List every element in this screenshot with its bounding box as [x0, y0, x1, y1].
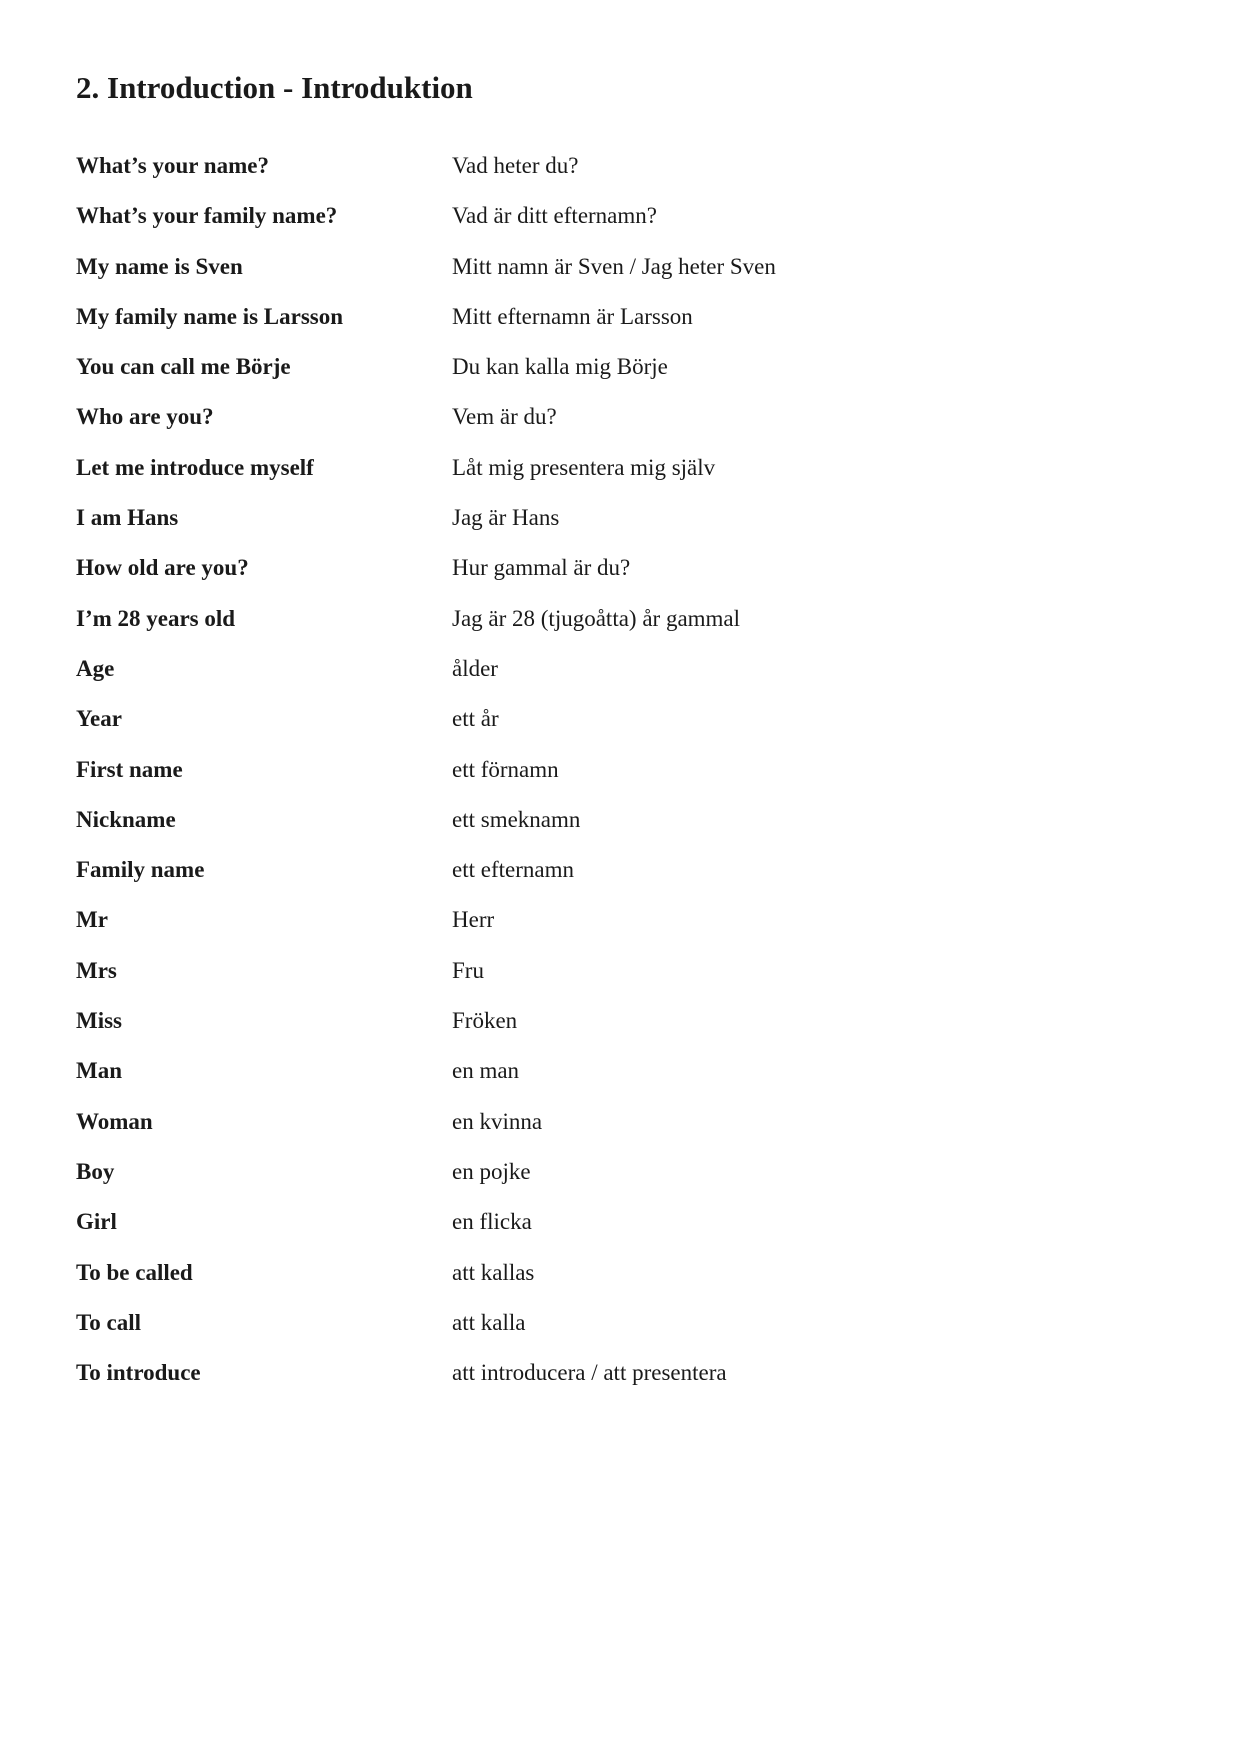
english-term: How old are you? [76, 555, 249, 581]
swedish-term: ett år [452, 706, 499, 732]
page-title: 2. Introduction - Introduktion [76, 70, 473, 105]
english-term: Boy [76, 1158, 115, 1184]
swedish-term: Låt mig presentera mig själv [452, 454, 716, 480]
swedish-term: Vad är ditt efternamn? [452, 203, 657, 229]
swedish-term: ålder [452, 655, 498, 681]
list-item [76, 553, 1076, 603]
list-item [76, 1358, 1076, 1408]
swedish-term: en man [452, 1058, 520, 1084]
english-term: Miss [76, 1008, 122, 1034]
list-item [76, 654, 1076, 704]
list-item [76, 453, 1076, 503]
english-term: Girl [76, 1209, 117, 1235]
swedish-term: Vem är du? [452, 404, 557, 430]
list-item [76, 1308, 1076, 1358]
english-term: What’s your family name? [76, 203, 338, 229]
list-item [76, 855, 1076, 905]
english-term: Let me introduce myself [76, 454, 314, 480]
english-term: Nickname [76, 806, 176, 832]
english-term: You can call me Börje [76, 354, 291, 380]
english-term: To call [76, 1309, 141, 1335]
list-item [76, 1056, 1076, 1106]
english-term: Mrs [76, 957, 117, 983]
english-term: To be called [76, 1259, 193, 1285]
swedish-term: Mitt efternamn är Larsson [452, 303, 693, 329]
swedish-term: Vad heter du? [452, 153, 579, 178]
english-term: My name is Sven [76, 253, 243, 279]
list-item [76, 302, 1076, 352]
list-item [76, 956, 1076, 1006]
swedish-term: ett efternamn [452, 857, 574, 883]
swedish-term: Jag är Hans [452, 505, 560, 531]
swedish-term: ett smeknamn [452, 806, 581, 832]
list-item [76, 1207, 1076, 1257]
list-item [76, 352, 1076, 402]
list-item [76, 252, 1076, 302]
swedish-term: Fru [452, 957, 484, 983]
list-item [76, 151, 1076, 201]
list-item [76, 1006, 1076, 1056]
english-term: My family name is Larsson [76, 303, 344, 329]
swedish-term: att kalla [452, 1309, 526, 1335]
english-term: Man [76, 1058, 122, 1084]
swedish-term: en kvinna [452, 1108, 543, 1134]
english-term: To introduce [76, 1360, 201, 1386]
swedish-term: en pojke [452, 1158, 531, 1184]
english-term: Family name [76, 857, 205, 883]
english-term: Woman [76, 1108, 153, 1134]
english-term: Who are you? [76, 404, 214, 430]
english-term: Year [76, 706, 122, 732]
english-term: Age [76, 655, 115, 681]
swedish-term: en flicka [452, 1209, 532, 1235]
list-item [76, 1107, 1076, 1157]
english-term: What’s your name? [76, 153, 269, 178]
swedish-term: Hur gammal är du? [452, 555, 631, 581]
list-item [76, 402, 1076, 452]
swedish-term: att introducera / att presentera [452, 1360, 727, 1386]
swedish-term: Mitt namn är Sven / Jag heter Sven [452, 253, 776, 279]
swedish-term: Jag är 28 (tjugoåtta) år gammal [452, 605, 741, 631]
list-item [76, 704, 1076, 754]
list-item [76, 1258, 1076, 1308]
vocabulary-list [76, 151, 1076, 1408]
english-term: I’m 28 years old [76, 605, 236, 631]
swedish-term: Fröken [452, 1008, 518, 1034]
english-term: First name [76, 756, 183, 782]
english-term: I am Hans [76, 505, 179, 531]
english-term: Mr [76, 907, 108, 933]
list-item [76, 1157, 1076, 1207]
swedish-term: ett förnamn [452, 756, 559, 782]
swedish-term: Herr [452, 907, 495, 933]
swedish-term: att kallas [452, 1259, 535, 1285]
list-item [76, 805, 1076, 855]
list-item [76, 755, 1076, 805]
list-item [76, 503, 1076, 553]
list-item [76, 201, 1076, 251]
swedish-term: Du kan kalla mig Börje [452, 354, 668, 380]
list-item [76, 604, 1076, 654]
list-item [76, 905, 1076, 955]
